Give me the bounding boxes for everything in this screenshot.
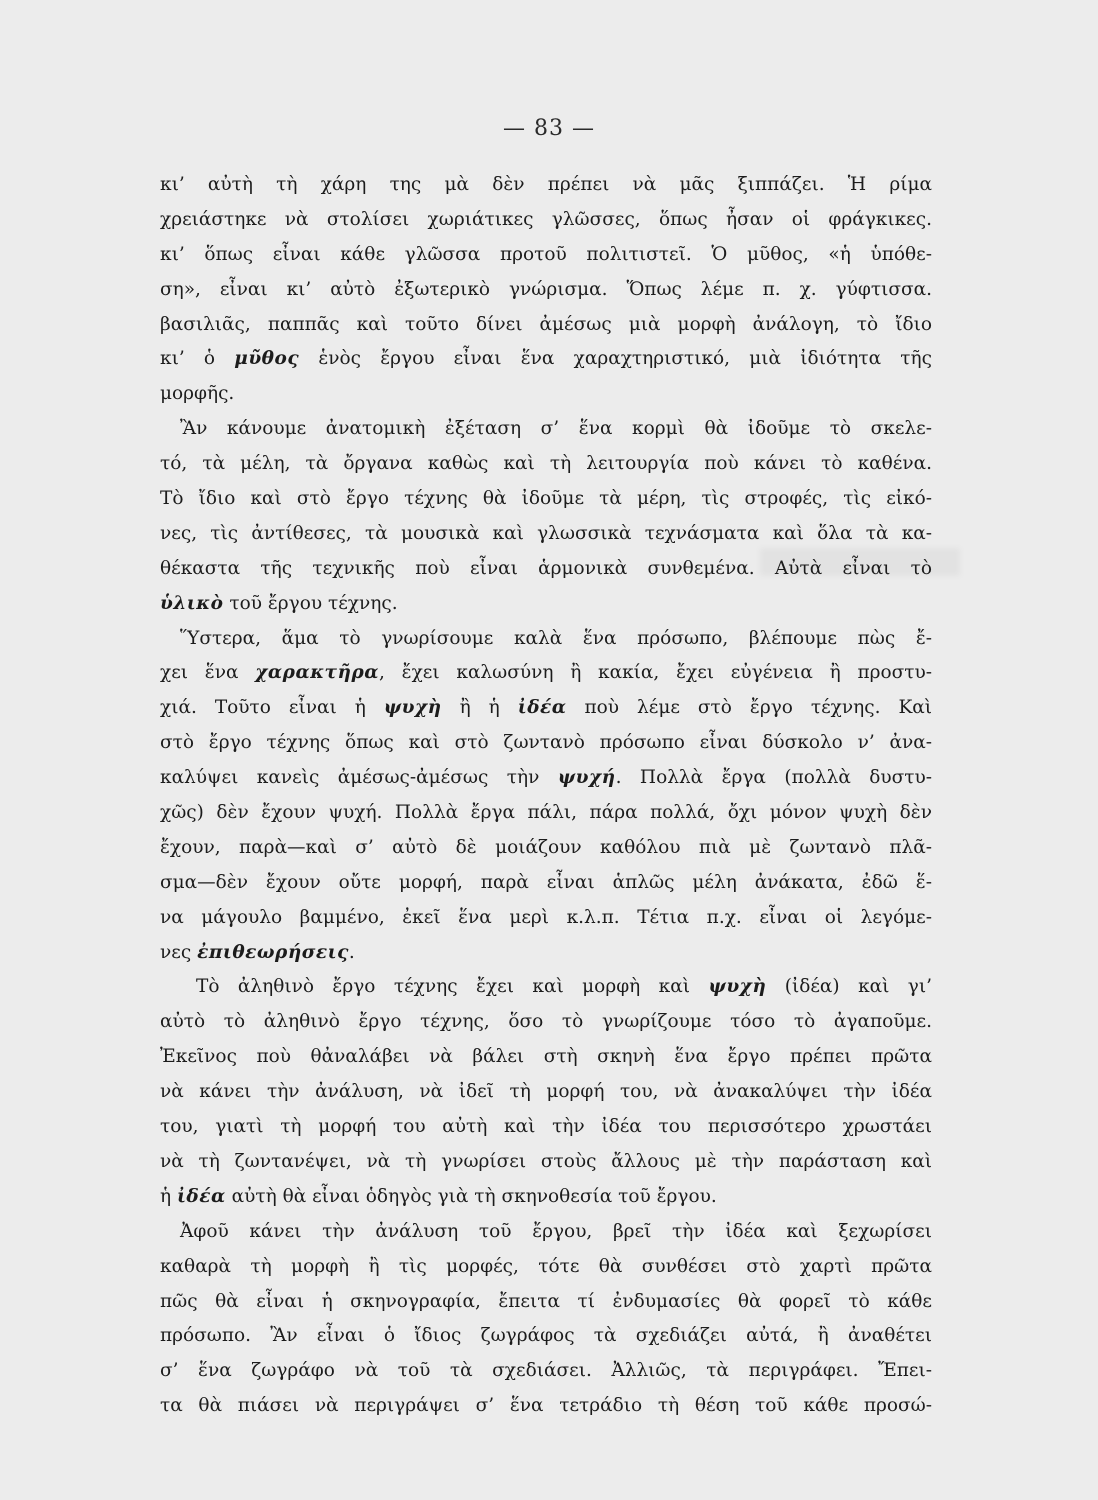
emphasized-term: ψυχὴ [383,697,442,719]
text-line [160,552,932,587]
text-line [160,796,932,831]
text-line [160,447,932,482]
text-line [160,901,932,936]
text-segment: νες [160,941,198,963]
text-segment: καθαρὰ τὴ μορφὴ ἢ τὶς μορφές, τότε θὰ συνθέσει στὸ χαρτὶ πρῶτα [160,1255,932,1277]
text-line [160,308,932,343]
text-line [160,622,932,657]
text-line [160,203,932,238]
text-line [160,1285,932,1320]
text-segment: του, γιατὶ τὴ μορφή του αὐτὴ καὶ τὴν ἰδέα του περισσότερο χρωστάει [160,1116,932,1138]
text-segment: μορφῆς. [160,383,235,405]
text-segment: , ἔχει καλωσύνη ἢ κακία, ἔχει εὐγένεια ἢ προστυ- [379,662,932,684]
emphasized-term: ἐπιθεωρήσεις [197,941,349,963]
text-segment: χει ἕνα [160,662,256,684]
text-line [160,1354,932,1389]
emphasized-term: ἰδέα [517,697,567,719]
text-line [160,238,932,273]
emphasized-term: ψυχή [557,767,616,789]
text-line [160,691,932,726]
text-segment: ποὺ λέμε στὸ ἔργο τέχνης. Καὶ [566,697,932,719]
text-segment: χῶς) δὲν ἔχουν ψυχή. Πολλὰ ἔργα πάλι, πάρα πολλά, ὄχι μόνον ψυχὴ δὲν [160,802,932,824]
text-segment: τοῦ ἔργου τέχνης. [223,592,398,614]
page-number: — 83 — [503,116,595,141]
text-line [160,168,932,203]
text-segment: ση», εἶναι κι’ αὐτὸ ἐξωτερικὸ γνώρισμα. Ὅπως λέμε π. χ. γύφτισσα. [160,278,932,300]
text-line [160,342,932,377]
text-line [160,517,932,552]
text-segment: Τὸ ἴδιο καὶ στὸ ἔργο τέχνης θὰ ἰδοῦμε τὰ μέρη, τὶς στροφές, τὶς εἰκό- [160,488,932,510]
emphasized-term: ὑλικὸ [160,592,224,614]
text-line [160,377,932,412]
text-segment: πρόσωπο. Ἂν εἶναι ὁ ἴδιος ζωγράφος τὰ σχεδιάζει αὐτά, ἢ ἀναθέτει [160,1325,932,1347]
text-segment: ἡ [160,1185,177,1207]
text-segment: τα θὰ πιάσει νὰ περιγράψει σ’ ἕνα τετράδιο τὴ θέση τοῦ κάθε προσώ- [160,1395,932,1417]
emphasized-term: μῦθος [234,348,300,370]
text-line [160,656,932,691]
text-segment: Ἐκεῖνος ποὺ θἀναλάβει νὰ βάλει στὴ σκηνὴ ἕνα ἔργο πρέπει πρῶτα [160,1046,932,1068]
text-line [160,936,932,971]
emphasized-term: ἰδέα [176,1185,226,1207]
text-line [160,1389,932,1424]
text-line [160,1040,932,1075]
text-segment: τό, τὰ μέλη, τὰ ὄργανα καθὼς καὶ τὴ λειτουργία ποὺ κάνει τὸ καθένα. [160,453,932,475]
text-segment: να μάγουλο βαμμένο, ἐκεῖ ἕνα μερὶ κ.λ.π. Τέτια π.χ. εἶναι οἱ λεγόμε- [160,906,932,928]
text-line [160,273,932,308]
text-line [160,831,932,866]
body-text [160,168,932,1424]
text-segment: Ὕστερα, ἅμα τὸ γνωρίσουμε καλὰ ἕνα πρόσωπο, βλέπουμε πὼς ἔ- [180,627,932,649]
text-segment: χιά. Τοῦτο εἶναι ἡ [160,697,384,719]
text-segment: Ἂν κάνουμε ἀνατομικὴ ἐξέταση σ’ ἕνα κορμὶ θὰ ἰδοῦμε τὸ σκελε- [180,418,932,440]
text-line [160,587,932,622]
text-line [160,1075,932,1110]
text-segment: ἢ ἡ [441,697,518,719]
emphasized-term: ψυχὴ [708,976,767,998]
text-line [160,1180,932,1215]
text-segment: σμα—δὲν ἔχουν οὔτε μορφή, παρὰ εἶναι ἁπλῶς μέλη ἀνάκατα, ἐδῶ ἕ- [160,871,932,893]
text-segment: . [348,941,355,963]
text-line [160,1110,932,1145]
text-segment: σ’ ἕνα ζωγράφο νὰ τοῦ τὰ σχεδιάσει. Ἀλλιῶς, τὰ περιγράφει. Ἔπει- [160,1360,932,1382]
text-segment: . Πολλὰ ἔργα (πολλὰ δυστυ- [615,767,932,789]
text-line [160,761,932,796]
text-line [160,1145,932,1180]
text-segment: Ἀφοῦ κάνει τὴν ἀνάλυση τοῦ ἔργου, βρεῖ τὴν ἰδέα καὶ ξεχωρίσει [180,1220,932,1242]
text-segment: κι’ ὁ [160,348,235,370]
text-segment: νὰ τὴ ζωντανέψει, νὰ τὴ γνωρίσει στοὺς ἄλλους μὲ τὴν παράσταση καὶ [160,1150,932,1172]
text-segment: κι’ ὅπως εἶναι κάθε γλῶσσα προτοῦ πολιτιστεῖ. Ὁ μῦθος, «ἡ ὑπόθε- [160,243,932,265]
text-segment: κι’ αὐτὴ τὴ χάρη της μὰ δὲν πρέπει νὰ μᾶς ξιππάζει. Ἡ ρίμα [160,174,932,195]
text-segment: στὸ ἔργο τέχνης ὅπως καὶ στὸ ζωντανὸ πρόσωπο εἶναι δύσκολο ν’ ἀνα- [160,732,932,754]
text-segment: καλύψει κανεὶς ἀμέσως-ἀμέσως τὴν [160,767,558,789]
text-segment: αὐτὸ τὸ ἀληθινὸ ἔργο τέχνης, ὅσο τὸ γνωρίζουμε τόσο τὸ ἀγαποῦμε. [160,1011,932,1033]
text-line [160,726,932,761]
text-line [160,1319,932,1354]
text-segment: Τὸ ἀληθινὸ ἔργο τέχνης ἔχει καὶ μορφὴ καὶ [196,976,709,998]
text-segment: πῶς θὰ εἶναι ἡ σκηνογραφία, ἔπειτα τί ἐνδυμασίες θὰ φορεῖ τὸ κάθε [160,1290,932,1312]
text-line [160,970,932,1005]
text-segment: θέκαστα τῆς τεχνικῆς ποὺ εἶναι ἁρμονικὰ συνθεμένα. Αὐτὰ εἶναι τὸ [160,557,932,579]
text-segment: ἑνὸς ἔργου εἶναι ἕνα χαραχτηριστικό, μιὰ ἰδιότητα τῆς [299,348,932,370]
text-segment: ἔχουν, παρὰ—καὶ σ’ αὐτὸ δὲ μοιάζουν καθόλου πιὰ μὲ ζωντανὸ πλᾶ- [160,836,932,858]
text-line [160,412,932,447]
emphasized-term: χαρακτῆρα [255,662,379,684]
text-segment: αὐτὴ θὰ εἶναι ὁδηγὸς γιὰ τὴ σκηνοθεσία τοῦ ἔργου. [225,1185,717,1207]
text-line [160,1250,932,1285]
text-segment: νὰ κάνει τὴν ἀνάλυση, νὰ ἰδεῖ τὴ μορφή του, νὰ ἀνακαλύψει τὴν ἰδέα [160,1081,932,1103]
text-line [160,482,932,517]
text-segment: (ἰδέα) καὶ γι’ [766,976,932,998]
text-line [160,866,932,901]
text-line [160,1215,932,1250]
text-segment: βασιλιᾶς, παππᾶς καὶ τοῦτο δίνει ἀμέσως μιὰ μορφὴ ἀνάλογη, τὸ ἴδιο [160,313,932,335]
text-line [160,1005,932,1040]
text-segment: νες, τὶς ἀντίθεσες, τὰ μουσικὰ καὶ γλωσσικὰ τεχνάσματα καὶ ὅλα τὰ κα- [160,522,932,544]
text-segment: χρειάστηκε νὰ στολίσει χωριάτικες γλῶσσες, ὅπως ἦσαν οἱ φράγκικες. [160,208,932,230]
